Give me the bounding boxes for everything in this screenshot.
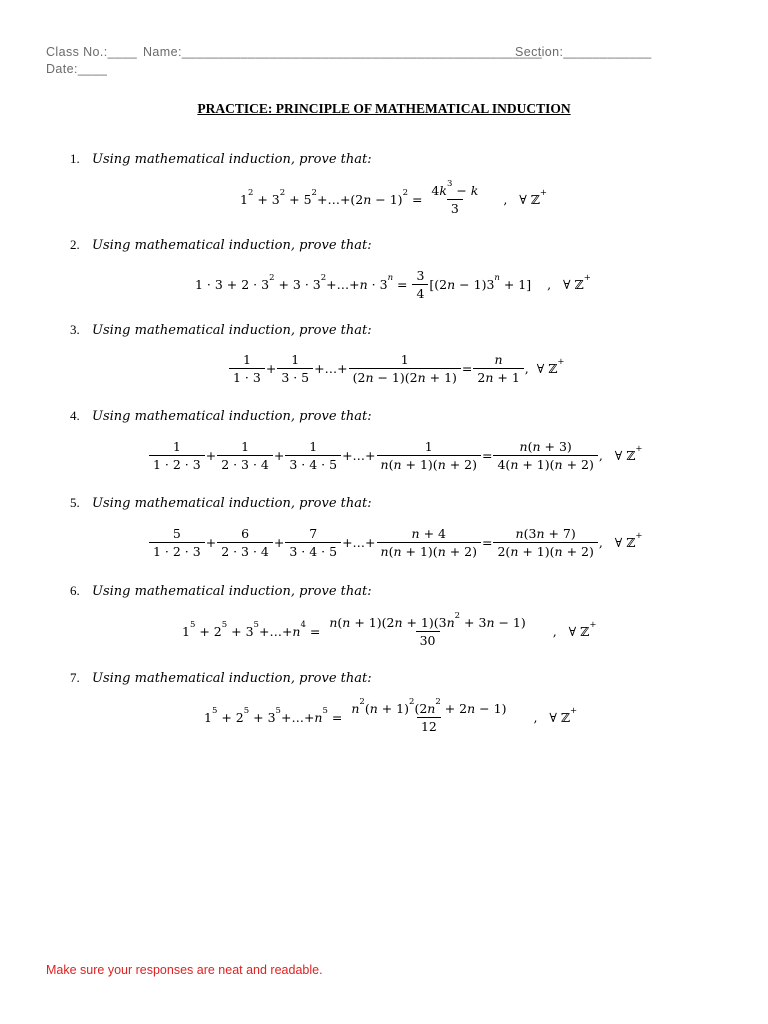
problem-3-prompt: [70, 322, 372, 338]
name-field: Name:_________________________________________________: [143, 45, 543, 59]
worksheet-title: PRACTICE: PRINCIPLE OF MATHEMATICAL INDUCTION: [197, 101, 571, 116]
problem-2-prompt: [70, 237, 372, 253]
equation-1: $1^2 + 3^2$ + $5^2+\dots+(2n - 1)^2$ = $\frac{4k^3 - k}{3}$ , ∀ ℤ+: [240, 179, 548, 216]
problem-6-prompt: [70, 583, 372, 599]
equation-6: $1^5 + 2^5$ + $3^5+\dots+n^4$ = $\frac{n(n + 1)(2n + 1)(3n^2 + 3n - 1)}{30}$ , ∀ ℤ+: [182, 611, 597, 648]
section-field: Section:____________: [515, 45, 652, 59]
problem-number: 5.: [70, 495, 80, 510]
problem-text: Using mathematical induction, prove that:: [92, 323, 372, 338]
equation-2: $1 \cdot 3 + 2 \cdot 3^2 + 3$ · $3^2+\dots+n \cdot 3^n$ = $\frac{3}{4}$ $[(2n - 1)3^n + 1]$ , ∀ ℤ+: [195, 268, 591, 301]
problem-number: 3.: [70, 322, 80, 337]
problem-text: Using mathematical induction, prove that:: [92, 238, 372, 253]
equation-7: $1^5 + 2^5$ + $3^5+\dots+n^5$ = $\frac{n^2(n + 1)^2(2n^2 + 2n - 1)}{12}$ , ∀ ℤ+: [204, 697, 578, 734]
problem-number: 6.: [70, 583, 80, 598]
problem-text: Using mathematical induction, prove that:: [92, 671, 372, 686]
equation-3: 1 1 · 3 + $\frac{1}{3 \cdot 5}$ +…+ $\frac{1}{(2n - 1)(2n + 1)}$ = $\frac{n}{2n + 1}$ , ∀ ℤ+: [228, 352, 564, 385]
problem-text: Using mathematical induction, prove that:: [92, 409, 372, 424]
problem-text: Using mathematical induction, prove that:: [92, 152, 372, 167]
problem-5-prompt: [70, 495, 372, 511]
problem-number: 1.: [70, 151, 80, 166]
problem-number: 4.: [70, 408, 80, 423]
equation-4: 1 1 · 2 · 3 + $\frac{1}{2 \cdot 3 \cdot 4}$ + $\frac{1}{3 \cdot 4 \cdot 5}$ +…+ $\frac{1}{n(n + 1)(n + 2)}$ = $\frac{n(n + 3)}{4(n + 1)(n + 2)}$ , ∀ ℤ+: [148, 439, 643, 472]
problem-number: 2.: [70, 237, 80, 252]
problem-text: Using mathematical induction, prove that:: [92, 584, 372, 599]
problem-7-prompt: [70, 670, 372, 686]
footer-note: Make sure your responses are neat and readable.: [46, 963, 323, 977]
problem-text: Using mathematical induction, prove that:: [92, 496, 372, 511]
equation-5: 5 1 · 2 · 3 + $\frac{6}{2 \cdot 3 \cdot 4}$ + $\frac{7}{3 \cdot 4 \cdot 5}$ +…+ $\frac{n + 4}{n(n + 1)(n + 2)}$ = $\frac{n(3n + 7)}{2(n + 1)(n + 2)}$ , ∀ ℤ+: [148, 526, 643, 559]
problem-4-prompt: [70, 408, 372, 424]
problem-1-prompt: [70, 151, 372, 167]
class-no-field: Class No.:____: [46, 45, 138, 59]
problem-number: 7.: [70, 670, 80, 685]
date-field: Date:____: [46, 62, 108, 76]
